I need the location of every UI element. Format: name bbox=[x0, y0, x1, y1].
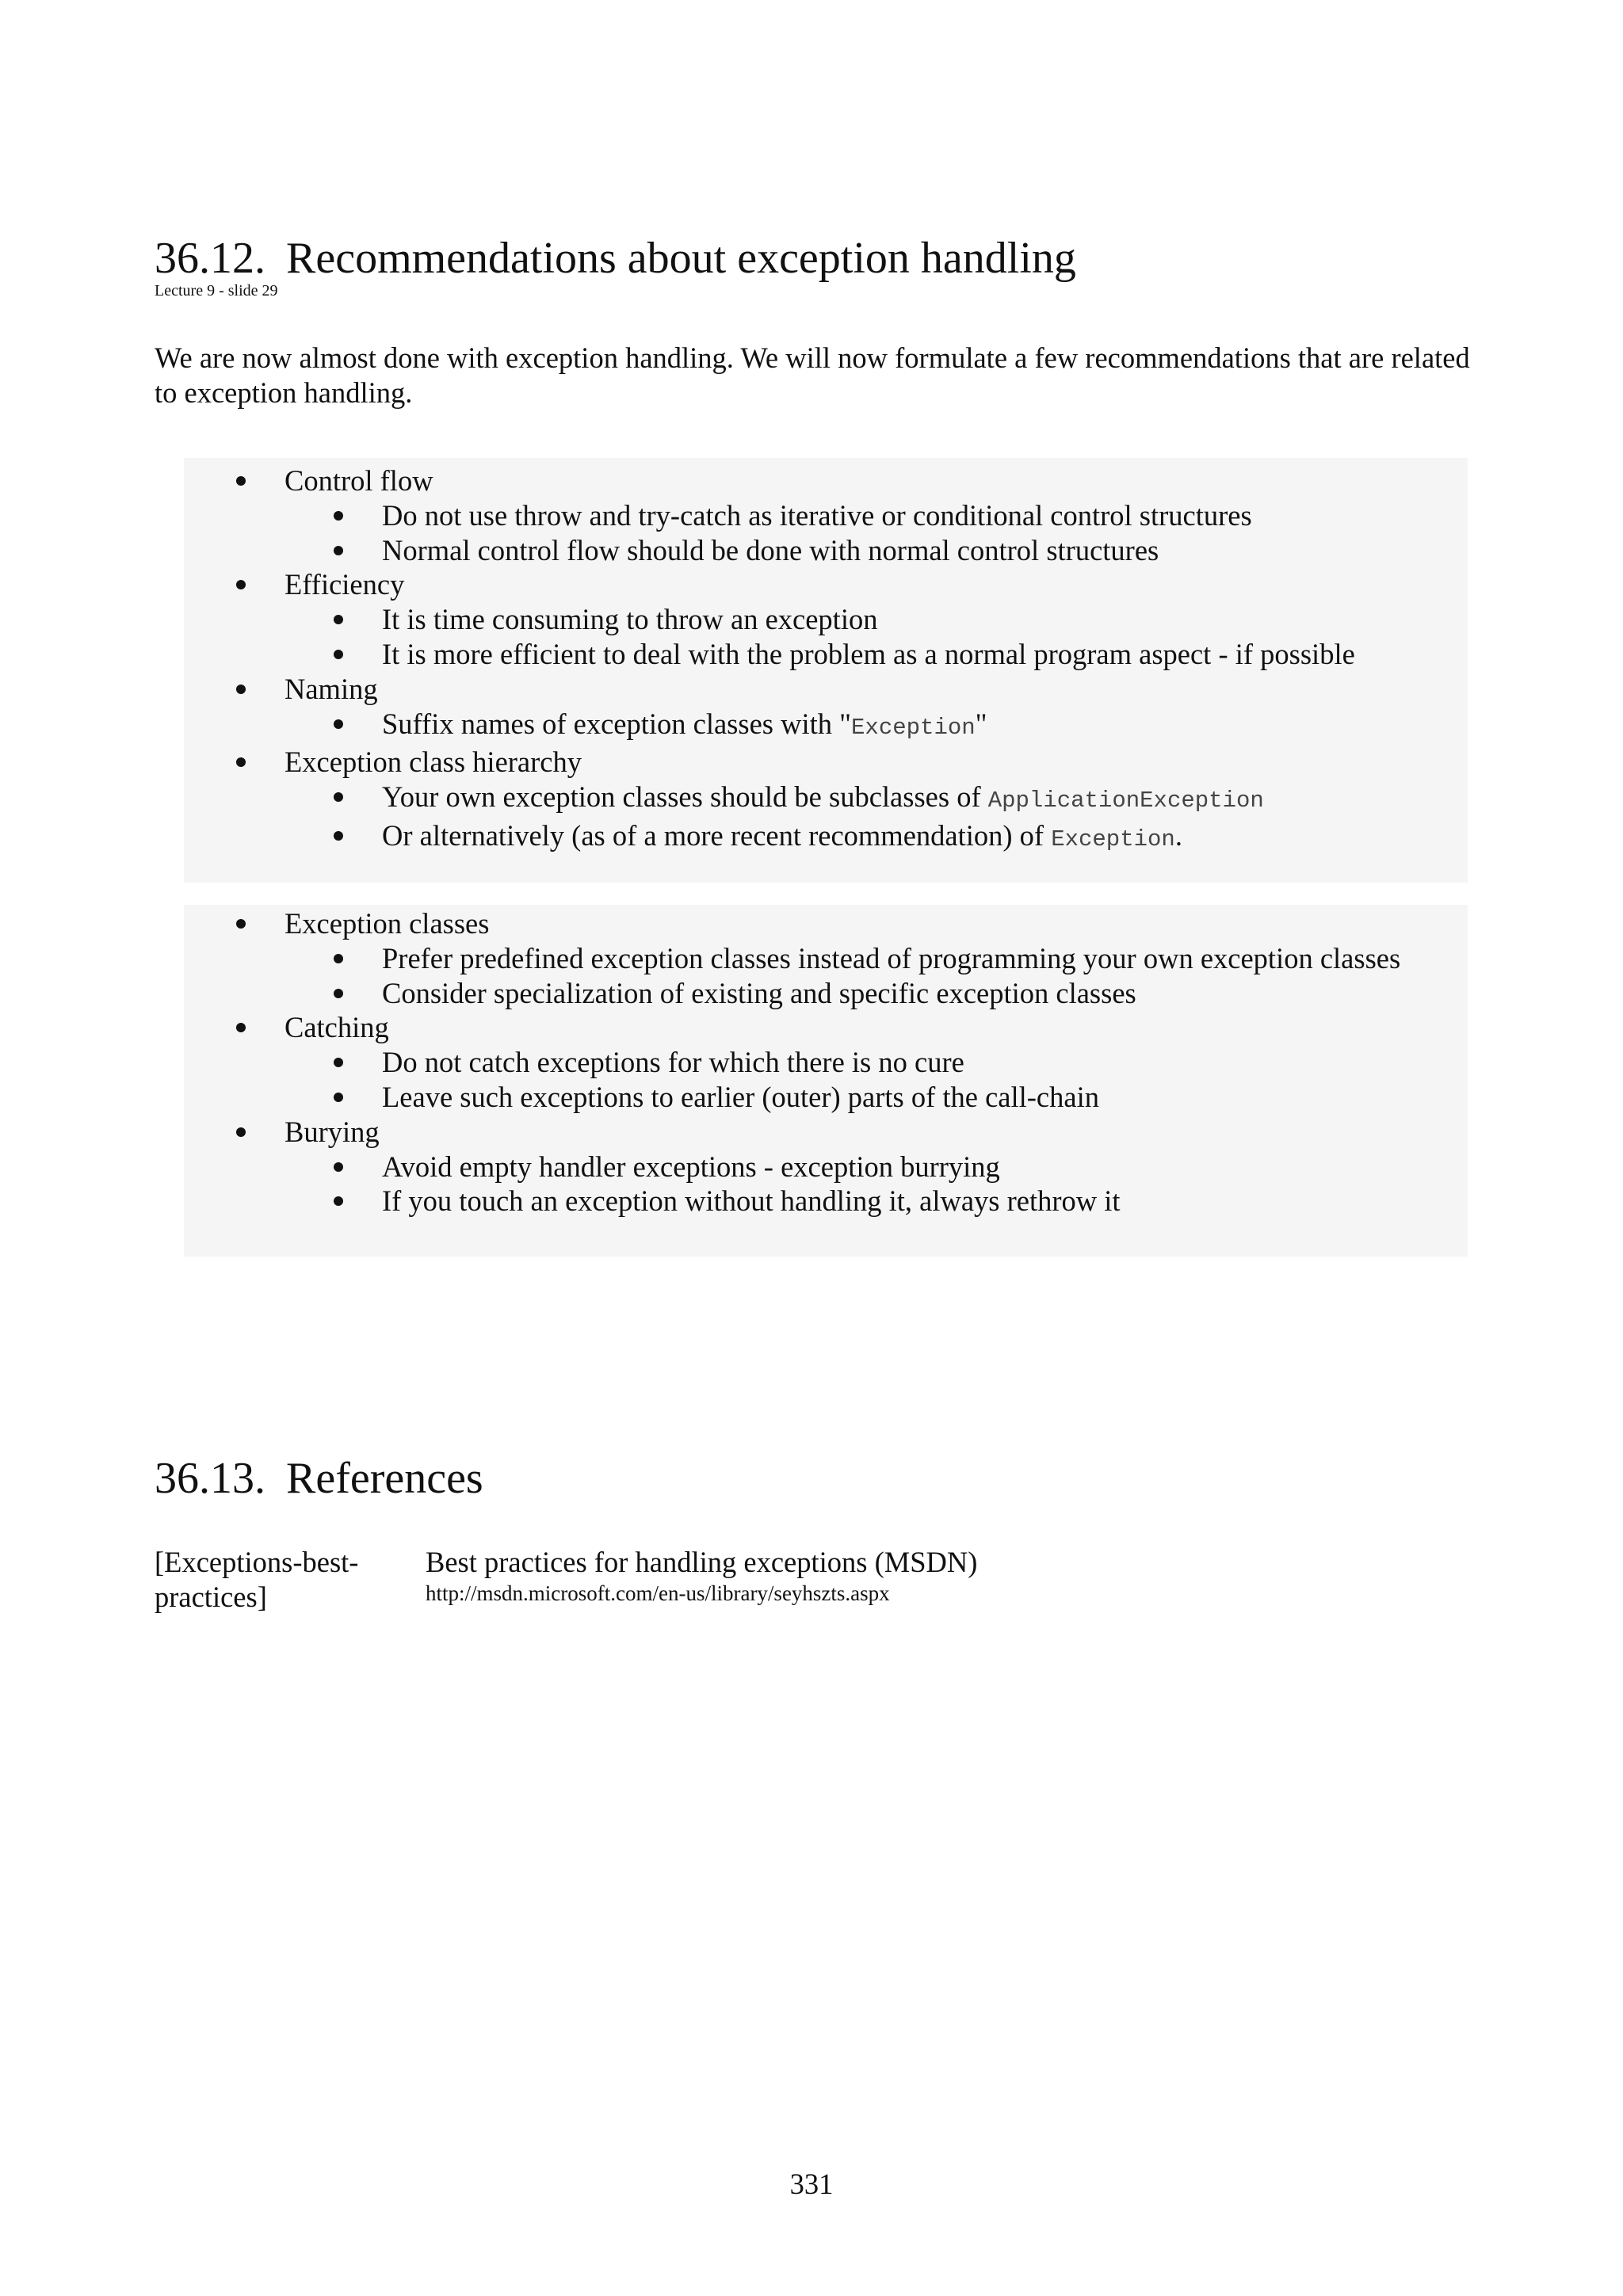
list-subitem bbox=[184, 976, 1468, 1011]
list-subitem bbox=[184, 1045, 1468, 1080]
list-subitem-text: Suffix names of exception classes with " bbox=[382, 707, 852, 740]
bullet-icon bbox=[334, 989, 343, 998]
list-subitem-text: Normal control flow should be done with normal control structures bbox=[382, 533, 1159, 566]
list-item bbox=[184, 1010, 1468, 1045]
bullet-icon bbox=[334, 792, 343, 802]
list-subitem-text: Do not use throw and try-catch as iterative or conditional control structures bbox=[382, 498, 1252, 532]
bullet-icon bbox=[236, 580, 246, 589]
section-number: 36.12. bbox=[155, 234, 265, 283]
section-title-text: References bbox=[286, 1454, 483, 1503]
list-subitem-text: It is more efficient to deal with the problem as a normal program aspect - if possible bbox=[382, 637, 1355, 670]
list-subitem bbox=[184, 1184, 1468, 1219]
recommendations-list-2 bbox=[184, 905, 1468, 1219]
bullet-icon bbox=[334, 831, 343, 841]
bullet-icon bbox=[334, 954, 343, 963]
section-heading-references bbox=[155, 1456, 483, 1501]
list-subitem-text-end: . bbox=[1174, 818, 1182, 852]
list-item-label: Exception classes bbox=[285, 907, 490, 940]
section-number: 36.13. bbox=[155, 1454, 265, 1503]
bullet-icon bbox=[236, 919, 246, 929]
reference-url[interactable]: http://msdn.microsoft.com/en-us/library/seyhszts.aspx bbox=[426, 1581, 890, 1605]
bullet-icon bbox=[334, 719, 343, 729]
list-subitem-text: Do not catch exceptions for which there is no cure bbox=[382, 1046, 964, 1079]
code-term: Exception bbox=[851, 714, 976, 741]
slide-reference: Lecture 9 - slide 29 bbox=[155, 282, 278, 299]
list-subitem-text: Or alternatively (as of a more recent recommendation) of bbox=[382, 818, 1052, 852]
list-subitem-text: Your own exception classes should be subclasses of bbox=[382, 780, 988, 814]
reference-title: Best practices for handling exceptions (MSDN) bbox=[426, 1546, 978, 1578]
code-term: ApplicationException bbox=[987, 788, 1264, 814]
list-item-label: Efficiency bbox=[285, 568, 405, 601]
recommendations-box-2 bbox=[184, 905, 1468, 1257]
list-item bbox=[184, 1115, 1468, 1150]
list-subitem-text: Avoid empty handler exceptions - exception burrying bbox=[382, 1150, 1000, 1183]
bullet-icon bbox=[334, 650, 343, 659]
list-subitem bbox=[184, 498, 1468, 533]
list-subitem-text: Prefer predefined exception classes instead of programming your own exception classes bbox=[382, 941, 1401, 974]
list-subitem bbox=[184, 780, 1468, 818]
list-item bbox=[184, 463, 1468, 498]
list-subitem bbox=[184, 637, 1468, 672]
bullet-icon bbox=[236, 1023, 246, 1032]
bullet-icon bbox=[334, 1196, 343, 1206]
bullet-icon bbox=[236, 1127, 246, 1137]
list-item-label: Burying bbox=[285, 1115, 380, 1148]
list-subitem-text: If you touch an exception without handling it, always rethrow it bbox=[382, 1184, 1121, 1218]
bullet-icon bbox=[236, 757, 246, 767]
list-item bbox=[184, 745, 1468, 780]
bullet-icon bbox=[236, 685, 246, 694]
intro-paragraph: We are now almost done with exception handling. We will now formulate a few recommendations that are related to exception handling. bbox=[155, 341, 1470, 409]
list-item-label: Catching bbox=[285, 1011, 389, 1044]
list-subitem-text: Consider specialization of existing and specific exception classes bbox=[382, 976, 1136, 1009]
list-subitem bbox=[184, 533, 1468, 568]
bullet-icon bbox=[334, 1058, 343, 1067]
list-subitem-text: Leave such exceptions to earlier (outer) parts of the call-chain bbox=[382, 1080, 1099, 1113]
list-item bbox=[184, 567, 1468, 602]
list-item bbox=[184, 906, 1468, 941]
bullet-icon bbox=[334, 1162, 343, 1172]
section-title-text: Recommendations about exception handling bbox=[286, 234, 1076, 283]
list-subitem-text-end: " bbox=[975, 707, 987, 740]
code-term: Exception bbox=[1051, 826, 1175, 852]
recommendations-box-1 bbox=[184, 458, 1468, 883]
bullet-icon bbox=[334, 615, 343, 624]
list-item-label: Control flow bbox=[285, 464, 433, 497]
list-item bbox=[184, 672, 1468, 707]
page-number: 331 bbox=[789, 2168, 834, 2200]
bullet-icon bbox=[334, 511, 343, 521]
list-subitem-text: It is time consuming to throw an exception bbox=[382, 603, 878, 636]
list-subitem bbox=[184, 1150, 1468, 1184]
section-heading-recommendations bbox=[155, 234, 1076, 283]
reference-key: [Exceptions-best-practices] bbox=[155, 1546, 359, 1613]
bullet-icon bbox=[334, 546, 343, 555]
list-subitem bbox=[184, 941, 1468, 976]
bullet-icon bbox=[236, 476, 246, 486]
list-subitem bbox=[184, 818, 1468, 857]
bullet-icon bbox=[334, 1093, 343, 1102]
list-subitem bbox=[184, 602, 1468, 637]
list-item-label: Exception class hierarchy bbox=[285, 746, 582, 779]
list-item-label: Naming bbox=[285, 672, 378, 705]
list-subitem bbox=[184, 707, 1468, 746]
recommendations-list-1 bbox=[184, 458, 1468, 857]
list-subitem bbox=[184, 1080, 1468, 1115]
